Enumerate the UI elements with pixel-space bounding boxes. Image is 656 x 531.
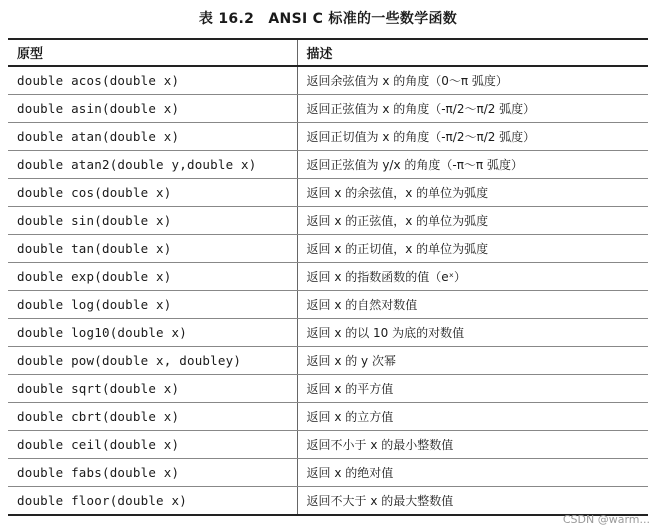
function-description-cell: 返回 x 的立方值 (297, 403, 648, 431)
function-description-cell: 返回 x 的自然对数值 (297, 291, 648, 319)
function-description-cell: 返回 x 的以 10 为底的对数值 (297, 319, 648, 347)
table-row (8, 95, 648, 123)
function-prototype-cell: double exp(double x) (8, 263, 297, 291)
table-row (8, 375, 648, 403)
header-description: 描述 (297, 39, 648, 66)
function-prototype-cell: double floor(double x) (8, 487, 297, 516)
function-description-cell: 返回正弦值为 x 的角度（-π/2～π/2 弧度） (297, 95, 648, 123)
table-row (8, 207, 648, 235)
function-prototype-cell: double asin(double x) (8, 95, 297, 123)
function-description-cell: 返回 x 的正切值，x 的单位为弧度 (297, 235, 648, 263)
table-row (8, 291, 648, 319)
table-row (8, 347, 648, 375)
function-prototype-cell: double atan(double x) (8, 123, 297, 151)
function-prototype-cell: double cbrt(double x) (8, 403, 297, 431)
function-description-cell: 返回不大于 x 的最大整数值 (297, 487, 648, 516)
table-row (8, 179, 648, 207)
table-row (8, 487, 648, 516)
table-row (8, 431, 648, 459)
function-description-cell: 返回 x 的余弦值，x 的单位为弧度 (297, 179, 648, 207)
table-row (8, 263, 648, 291)
table-row (8, 459, 648, 487)
function-description-cell: 返回不小于 x 的最小整数值 (297, 431, 648, 459)
function-prototype-cell: double ceil(double x) (8, 431, 297, 459)
function-prototype-cell: double pow(double x, doubley) (8, 347, 297, 375)
function-prototype-cell: double tan(double x) (8, 235, 297, 263)
function-prototype-cell: double fabs(double x) (8, 459, 297, 487)
function-description-cell: 返回 x 的指数函数的值（eˣ） (297, 263, 648, 291)
function-description-cell: 返回正切值为 x 的角度（-π/2～π/2 弧度） (297, 123, 648, 151)
math-functions-table-container (8, 38, 648, 516)
function-description-cell: 返回 x 的正弦值，x 的单位为弧度 (297, 207, 648, 235)
function-prototype-cell: double atan2(double y,double x) (8, 151, 297, 179)
function-prototype-cell: double sqrt(double x) (8, 375, 297, 403)
table-row (8, 235, 648, 263)
table-header (8, 39, 648, 66)
table-row (8, 123, 648, 151)
function-prototype-cell: double log10(double x) (8, 319, 297, 347)
function-prototype-cell: double acos(double x) (8, 66, 297, 95)
table-body (8, 66, 648, 515)
table-caption: 表 16.2 ANSI C 标准的一些数学函数 (198, 11, 458, 27)
math-functions-table (8, 38, 648, 516)
header-prototype: 原型 (8, 39, 297, 66)
table-row (8, 319, 648, 347)
table-row (8, 66, 648, 95)
function-prototype-cell: double log(double x) (8, 291, 297, 319)
function-prototype-cell: double sin(double x) (8, 207, 297, 235)
function-prototype-cell: double cos(double x) (8, 179, 297, 207)
function-description-cell: 返回 x 的绝对值 (297, 459, 648, 487)
function-description-cell: 返回 x 的平方值 (297, 375, 648, 403)
header-row (8, 39, 648, 66)
table-row (8, 151, 648, 179)
function-description-cell: 返回 x 的 y 次幂 (297, 347, 648, 375)
table-row (8, 403, 648, 431)
function-description-cell: 返回正弦值为 y/x 的角度（-π～π 弧度） (297, 151, 648, 179)
function-description-cell: 返回余弦值为 x 的角度（0～π 弧度） (297, 66, 648, 95)
watermark-text: CSDN @warm... (562, 513, 650, 526)
